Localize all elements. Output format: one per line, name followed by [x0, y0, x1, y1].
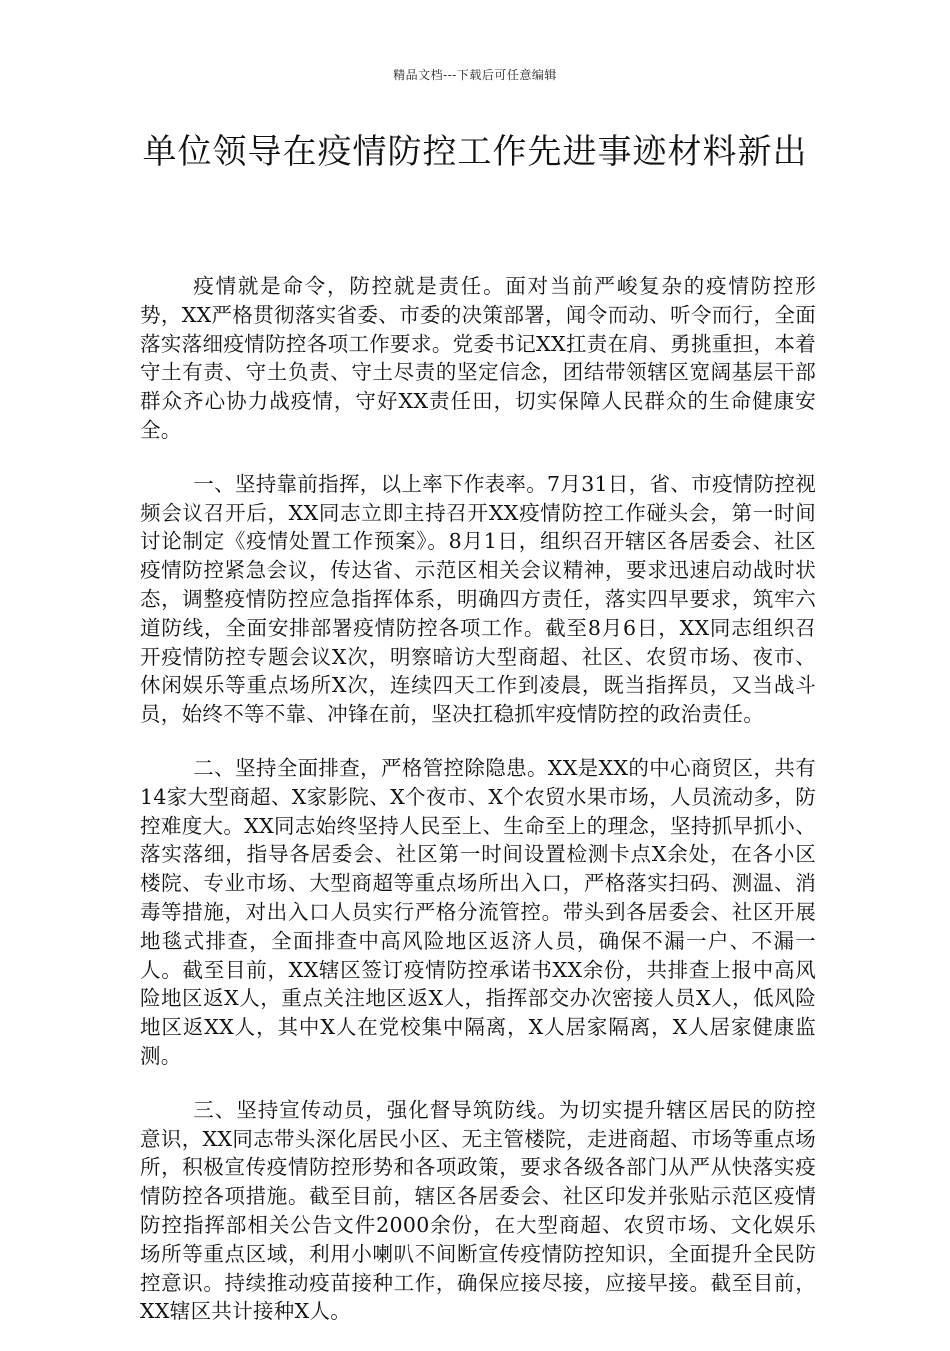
paragraph-section-3: 三、坚持宣传动员，强化督导筑防线。为切实提升辖区居民的防控意识，XX同志带头深化居民小区、无主管楼院，走进商超、市场等重点场所，积极宣传疫情防控形势和各项政策，要求各级各部门从严从快落实疫情防控各项措施。截至目前，辖区各居委会、社区印发并张贴示范区疫情防控指挥部相关公告文件2000余份，在大型商超、农贸市场、文化娱乐场所等重点区域，利用小喇叭不间断宣传疫情防控知识，全面提升全民防控意识。持续推动疫苗接种工作，确保应接尽接，应接早接。截至目前，XX辖区共计接种X人。 — [140, 1097, 816, 1324]
paragraph-section-2: 二、坚持全面排查，严格管控除隐患。XX是XX的中心商贸区，共有14家大型商超、X家影院、X个夜市、X个农贸水果市场，人员流动多，防控难度大。XX同志始终坚持人民至上、生命至上的理念，坚持抓早抓小、落实落细，指导各居委会、社区第一时间设置检测卡点X余处，在各小区楼院、专业市场、大型商超等重点场所出入口，严格落实扫码、测温、消毒等措施，对出入口人员实行严格分流管控。带头到各居委会、社区开展地毯式排查，全面排查中高风险地区返济人员，确保不漏一户、不漏一人。截至目前，XX辖区签订疫情防控承诺书XX余份，共排查上报中高风险地区返X人，重点关注地区返X人，指挥部交办次密接人员X人，低风险地区返XX人，其中X人在党校集中隔离，X人居家隔离，X人居家健康监测。 — [140, 755, 816, 1068]
document-title: 单位领导在疫情防控工作先进事迹材料新出 — [142, 132, 808, 172]
page-header: 精品文档---下载后可任意编辑 — [393, 68, 557, 82]
document-body — [140, 272, 816, 1351]
paragraph-intro: 疫情就是命令，防控就是责任。面对当前严峻复杂的疫情防控形势，XX严格贯彻落实省委、市委的决策部署，闻令而动、听令而行，全面落实落细疫情防控各项工作要求。党委书记XX扛责在肩、勇挑重担，本着守土有责、守土负责、守土尽责的坚定信念，团结带领辖区宽阔基层干部群众齐心协力战疫情，守好XX责任田，切实保障人民群众的生命健康安全。 — [140, 274, 816, 442]
paragraph-section-1: 一、坚持靠前指挥，以上率下作表率。7月31日，省、市疫情防控视频会议召开后，XX同志立即主持召开XX疫情防控工作碰头会，第一时间讨论制定《疫情处置工作预案》。8月1日，组织召开辖区各居委会、社区疫情防控紧急会议，传达省、示范区相关会议精神，要求迅速启动战时状态，调整疫情防控应急指挥体系，明确四方责任，落实四早要求，筑牢六道防线，全面安排部署疫情防控各项工作。截至8月6日，XX同志组织召开疫情防控专题会议X次，明察暗访大型商超、社区、农贸市场、夜市、休闲娱乐等重点场所X次，连续四天工作到凌晨，既当指挥员，又当战斗员，始终不等不靠、冲锋在前，坚决扛稳抓牢疫情防控的政治责任。 — [140, 471, 816, 727]
